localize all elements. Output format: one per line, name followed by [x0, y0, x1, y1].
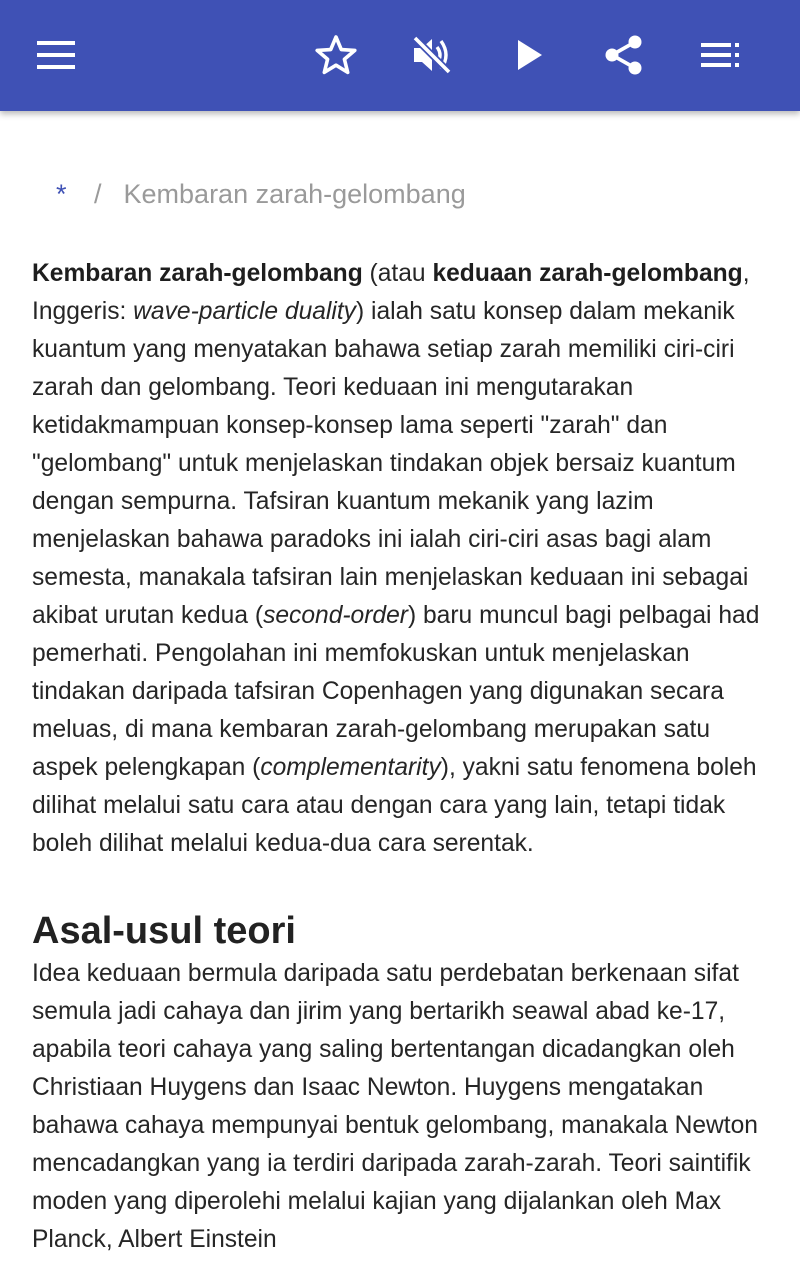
article-view[interactable]: [0, 111, 800, 1280]
share-button[interactable]: [596, 27, 652, 83]
play-button[interactable]: [502, 27, 558, 83]
intro-text: ) ialah satu konsep dalam mekanik kuantum yang menyatakan bahawa setiap zarah memiliki ciri-ciri zarah dan gelombang. Teori keduaan ini mengutarakan ketidakmampuan konsep-konsep lama seperti "zarah" dan "gelombang" untuk menjelaskan tindakan objek bersaiz kuantum dengan sempurna. Tafsiran kuantum mekanik yang lazim menjelaskan bahawa paradoks ini ialah ciri-ciri asas bagi alam semesta, manakala tafsiran lain menjelaskan keduaan ini sebagai akibat urutan kedua (: [32, 298, 749, 629]
play-icon: [516, 39, 544, 71]
favorite-button[interactable]: [308, 27, 364, 83]
intro-text: ), yakni satu fenomena boleh dilihat melalui satu cara atau dengan cara yang lain, tetapi tidak boleh dilihat melalui kedua-dua cara serentak.: [32, 754, 757, 857]
contents-button[interactable]: [692, 27, 748, 83]
breadcrumb-root-link[interactable]: *: [56, 179, 67, 209]
menu-icon: [37, 41, 75, 69]
article-body: [32, 255, 772, 1259]
english-term: second-order: [263, 602, 408, 629]
article-term: Kembaran zarah-gelombang: [32, 260, 363, 287]
english-term: wave-particle duality: [133, 298, 356, 325]
section-paragraph: Idea keduaan bermula daripada satu perdebatan berkenaan sifat semula jadi cahaya dan jirim yang bertarikh seawal abad ke-17, apabila teori cahaya yang saling bertentangan dicadangkan oleh Christiaan Huygens dan Isaac Newton. Huygens mengatakan bahawa cahaya mempunyai bentuk gelombang, manakala Newton mencadangkan yang ia terdiri daripada zarah-zarah. Teori saintifik moden yang diperolehi melalui kajian yang dijalankan oleh Max Planck, Albert Einstein: [32, 960, 758, 1253]
intro-paragraph: [32, 255, 772, 863]
english-term: complementarity: [260, 754, 441, 781]
breadcrumb-current: Kembaran zarah-gelombang: [123, 179, 466, 209]
share-icon: [604, 34, 644, 76]
breadcrumb: [56, 179, 466, 210]
breadcrumb-separator: /: [94, 179, 102, 209]
mute-button[interactable]: [404, 27, 460, 83]
intro-text: (atau: [362, 260, 433, 287]
intro-text: ) baru muncul bagi pelbagai had pemerhati. Pengolahan ini memfokuskan untuk menjelaskan tindakan daripada tafsiran Copenhagen yang digunakan secara meluas, di mana kembaran zarah-gelombang merupakan satu aspek pelengkapan (: [32, 602, 760, 781]
star-outline-icon: [315, 35, 357, 75]
article-term-alt: keduaan zarah-gelombang: [432, 260, 743, 287]
intro-text: , Inggeris:: [32, 260, 750, 325]
section-heading: Asal-usul teori: [32, 910, 296, 952]
app-toolbar: [0, 0, 800, 111]
menu-button[interactable]: [28, 27, 84, 83]
playlist-icon: [701, 43, 739, 67]
volume-off-icon: [412, 35, 452, 75]
